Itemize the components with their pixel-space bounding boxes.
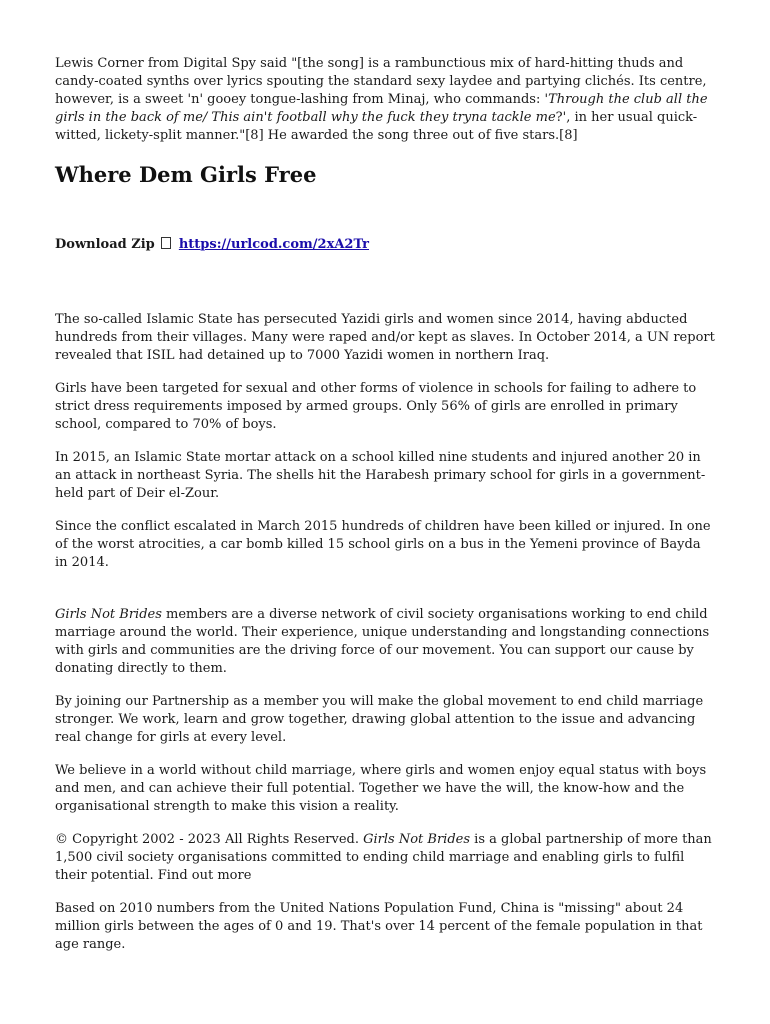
page-title: Where Dem Girls Free (55, 162, 317, 187)
download-label: Download Zip (55, 237, 155, 252)
copyright-text-end: is a global partnership of more than 1,500 civil society organisations committed to ending child marriage and enabling girls to fulfil their potential. Find out more (55, 832, 712, 883)
intro-quote: Through the club all the girls in the back of me/ This ain't football why the fuck they tryna tackle me (55, 92, 708, 125)
missing-glyph-icon (161, 237, 171, 249)
paragraph: The so-called Islamic State has persecuted Yazidi girls and women since 2014, having abducted hundreds from their villages. Many were raped and/or kept as slaves. In October 2014, a UN report revealed that ISIL had detained up to 7000 Yazidi women in northern Iraq. (55, 312, 715, 363)
org-name: Girls Not Brides (363, 832, 471, 847)
paragraph: We believe in a world without child marriage, where girls and women enjoy equal status with boys and men, and can achieve their full potential. Together we have the will, the know-how and the organisational strength to make this vision a reality. (55, 763, 707, 814)
paragraph: Girls have been targeted for sexual and other forms of violence in schools for failing to adhere to strict dress requirements imposed by armed groups. Only 56% of girls are enrolled in primary school, compared to 70% of boys. (55, 381, 697, 432)
gnb-paragraph (55, 606, 717, 678)
copyright-text: © Copyright 2002 - 2023 All Rights Reserved. (55, 832, 364, 847)
download-link[interactable]: https://urlcod.com/2xA2Tr (178, 237, 370, 252)
paragraph: Since the conflict escalated in March 2015 hundreds of children have been killed or injured. In one of the worst atrocities, a car bomb killed 15 school girls on a bus in the Yemeni province of Bayda in 2014. (55, 519, 711, 570)
download-line (55, 236, 717, 254)
paragraph: By joining our Partnership as a member you will make the global movement to end child marriage stronger. We work, learn and grow together, drawing global attention to the issue and advancing real change for girls at every level. (55, 694, 704, 745)
org-name: Girls Not Brides (55, 607, 162, 622)
document-body (55, 55, 717, 969)
paragraph: Based on 2010 numbers from the United Nations Population Fund, China is "missing" about 24 million girls between the ages of 0 and 19. That's over 14 percent of the female population in that age range. (55, 901, 703, 952)
intro-text: Lewis Corner from Digital Spy said "[the song] is a rambunctious mix of hard-hitting thuds and candy-coated synths over lyrics spouting the standard sexy laydee and partying clichés. Its centre, however, is a sweet 'n' gooey tongue-lashing from Minaj, who commands: ' (55, 56, 707, 107)
gnb-text: members are a diverse network of civil society organisations working to end child marriage around the world. Their experience, unique understanding and longstanding connections with girls and communities are the driving force of our movement. You can support our cause by donating directly to them. (55, 607, 710, 676)
paragraph: In 2015, an Islamic State mortar attack on a school killed nine students and injured another 20 in an attack in northeast Syria. The shells hit the Harabesh primary school for girls in a government-held part of Deir el-Zour. (55, 450, 706, 501)
copyright-paragraph (55, 831, 717, 885)
intro-paragraph (55, 55, 717, 145)
intro-text-end: ?', in her usual quick-witted, lickety-split manner."[8] He awarded the song three out of five stars.[8] (55, 110, 698, 143)
